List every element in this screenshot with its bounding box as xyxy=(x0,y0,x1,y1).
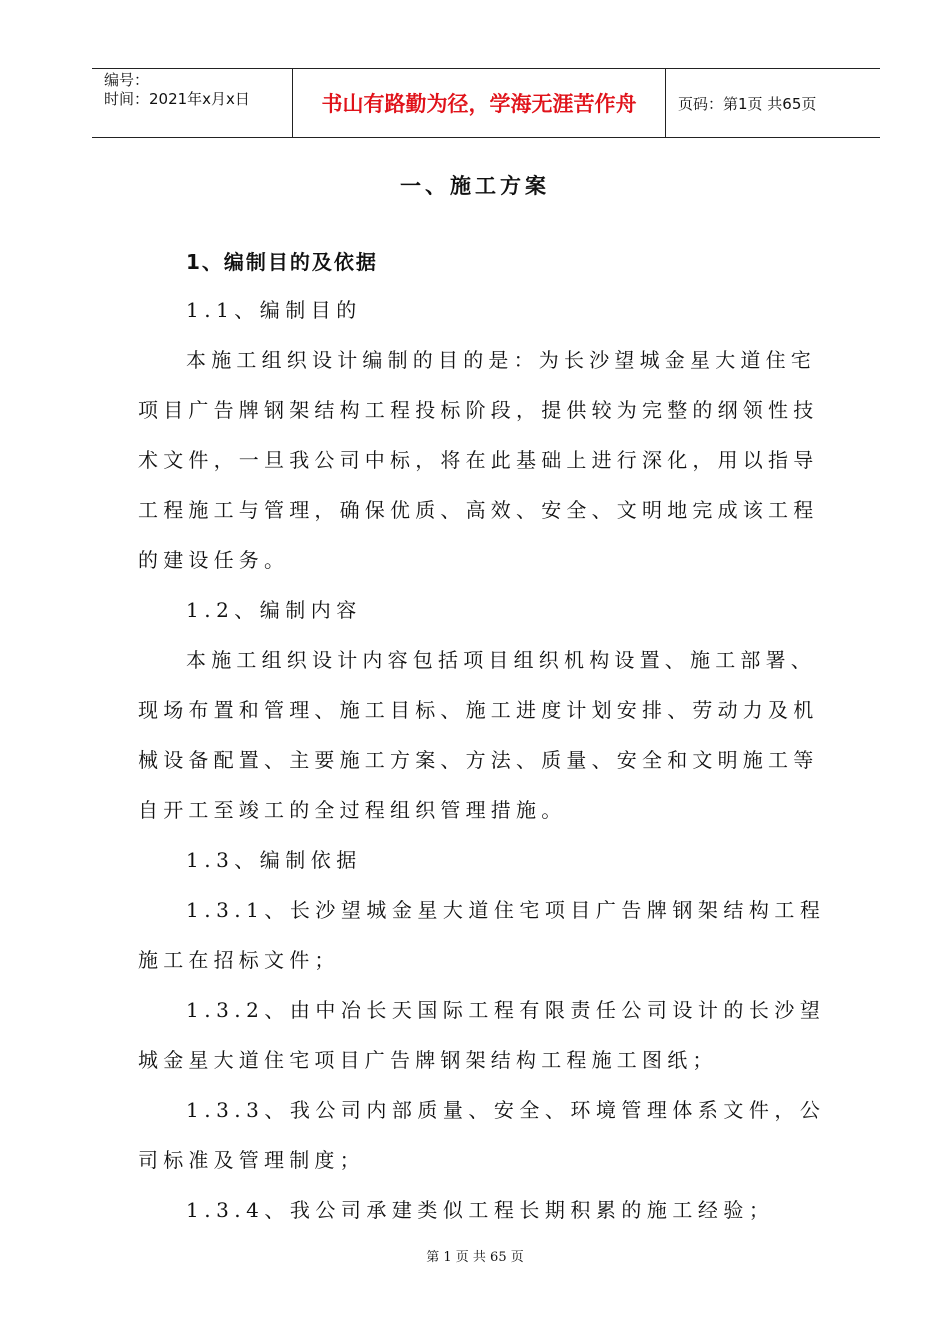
subsection-heading: 1.2、编制内容 xyxy=(186,598,362,622)
paragraph-line: 1.3.2、由中冶长天国际工程有限责任公司设计的长沙望 xyxy=(186,998,826,1022)
subsection-heading: 1.3、编制依据 xyxy=(186,848,362,872)
header-motto-cell xyxy=(293,69,666,137)
header-page-cell xyxy=(666,69,880,137)
paragraph-line: 1.3.1、长沙望城金星大道住宅项目广告牌钢架结构工程 xyxy=(186,898,826,922)
page-footer: 第 1 页 共 65 页 xyxy=(426,1250,524,1265)
document-header xyxy=(92,68,880,138)
header-page-label: 页码：第1页 共65页 xyxy=(678,94,817,113)
section-heading: 1、编制目的及依据 xyxy=(186,250,378,274)
header-meta-cell xyxy=(92,69,293,137)
document-title: 一、施工方案 xyxy=(400,174,550,198)
document-number-label: 编号： xyxy=(104,71,150,89)
paragraph-line: 本施工组织设计编制的目的是：为长沙望城金星大道住宅 xyxy=(186,348,816,372)
paragraph-line: 司标准及管理制度； xyxy=(138,1148,365,1172)
paragraph-line: 城金星大道住宅项目广告牌钢架结构工程施工图纸； xyxy=(138,1048,718,1072)
paragraph-line: 项目广告牌钢架结构工程投标阶段，提供较为完整的纲领性技 xyxy=(138,398,819,422)
paragraph-line: 自开工至竣工的全过程组织管理措施。 xyxy=(138,798,567,822)
paragraph-line: 工程施工与管理，确保优质、高效、安全、文明地完成该工程 xyxy=(138,498,819,522)
paragraph-line: 本施工组织设计内容包括项目组织机构设置、施工部署、 xyxy=(186,648,816,672)
paragraph-line: 施工在招标文件； xyxy=(138,948,340,972)
document-time-label: 时间：2021年x月x日 xyxy=(104,90,250,108)
paragraph-line: 1.3.4、我公司承建类似工程长期积累的施工经验； xyxy=(186,1198,775,1222)
paragraph-line: 1.3.3、我公司内部质量、安全、环境管理体系文件，公 xyxy=(186,1098,826,1122)
paragraph-line: 械设备配置、主要施工方案、方法、质量、安全和文明施工等 xyxy=(138,748,819,772)
paragraph-line: 术文件，一旦我公司中标，将在此基础上进行深化，用以指导 xyxy=(138,448,819,472)
subsection-heading: 1.1、编制目的 xyxy=(186,298,362,322)
paragraph-line: 的建设任务。 xyxy=(138,548,290,572)
paragraph-line: 现场布置和管理、施工目标、施工进度计划安排、劳动力及机 xyxy=(138,698,819,722)
header-motto: 书山有路勤为径，学海无涯苦作舟 xyxy=(321,92,637,116)
